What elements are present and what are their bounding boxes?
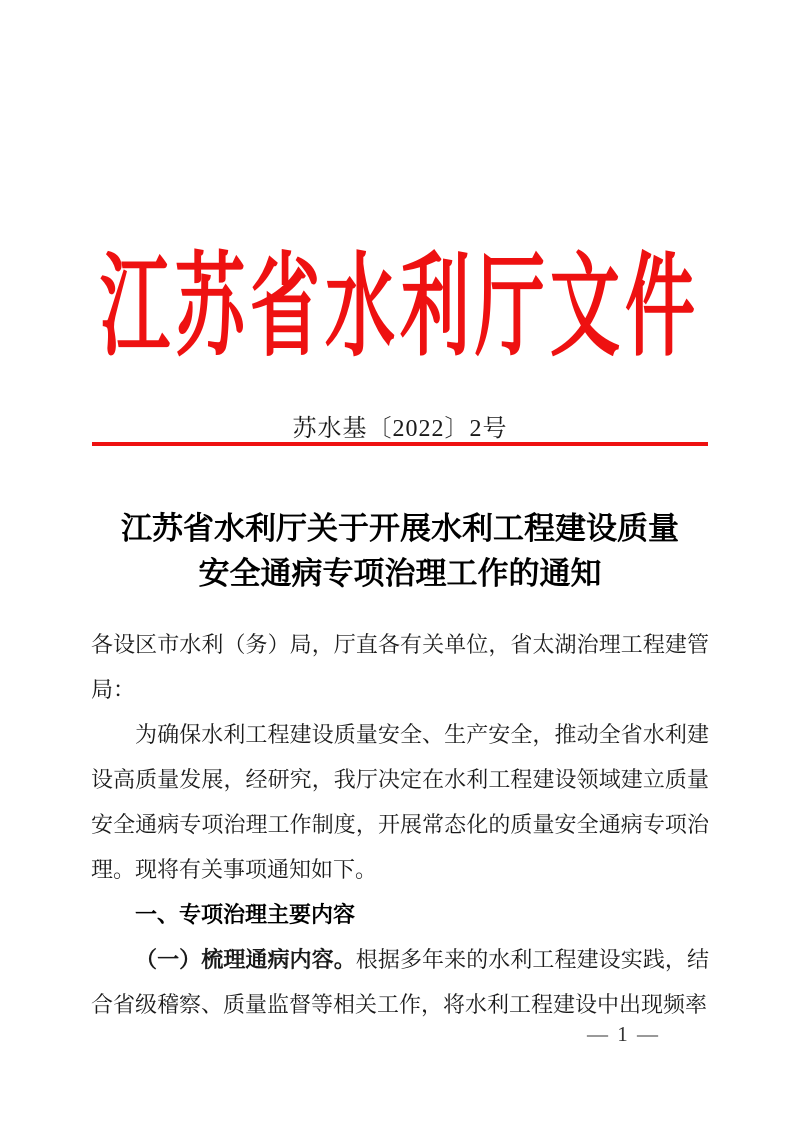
document-body: [91, 622, 709, 1027]
item-1-lead: （一）梳理通病内容。: [135, 947, 356, 972]
salutation-line: 各设区市水利（务）局，厅直各有关单位，省太湖治理工程建管局：: [91, 632, 709, 702]
page-number: — 1 —: [587, 1022, 660, 1046]
section-heading-1: 一、专项治理主要内容: [135, 902, 356, 927]
letterhead-title: 江苏省水利厅文件: [100, 247, 700, 371]
red-divider-rule: [92, 442, 708, 446]
document-title: [0, 506, 800, 596]
document-title-line2: 安全通病专项治理工作的通知: [198, 556, 602, 591]
item-1-paragraph: [91, 937, 709, 1027]
intro-paragraph: 为确保水利工程建设质量安全、生产安全，推动全省水利建设高质量发展，经研究，我厅决定在水利工程建设领域建立质量安全通病专项治理工作制度，开展常态化的质量安全通病专项治理。现将有关事项通知如下。: [91, 722, 709, 882]
document-number: 苏水基〔2022〕2号: [292, 416, 508, 442]
document-title-line1: 江苏省水利厅关于开展水利工程建设质量: [121, 511, 679, 546]
item-1-text: 根据多年来的水利工程建设实践，结合省级稽察、质量监督等相关工作，将水利工程建设中出现频率: [91, 947, 709, 1017]
